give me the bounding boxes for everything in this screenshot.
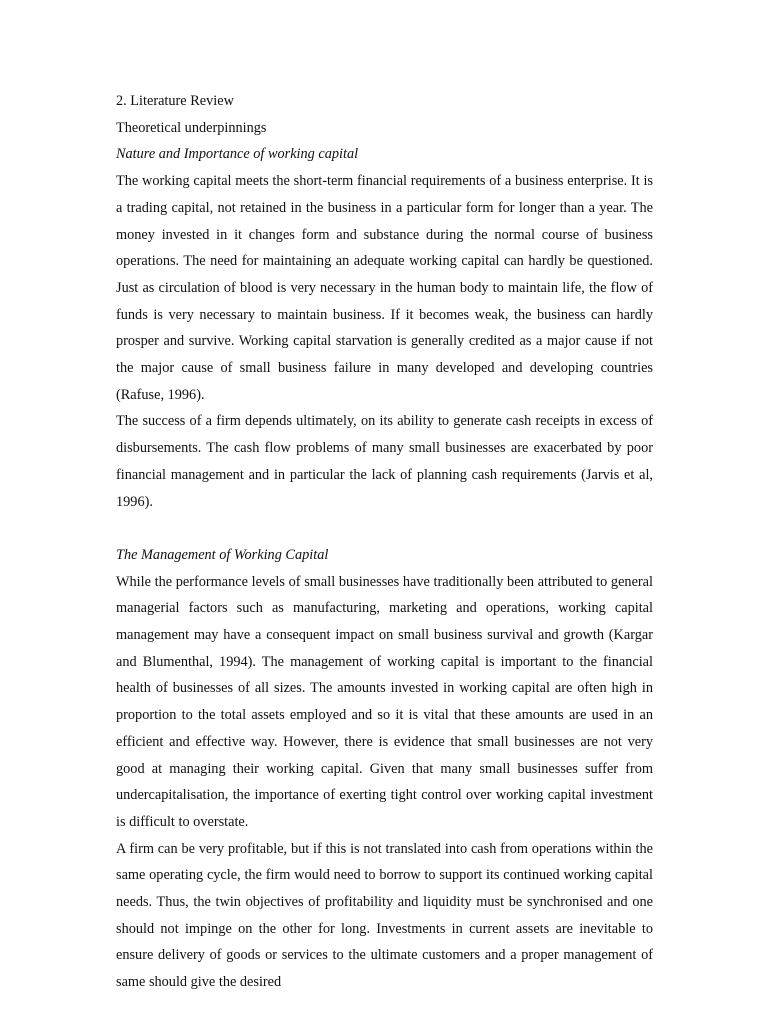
document-page <box>116 88 653 996</box>
topic2-paragraph-2: A firm can be very profitable, but if this is not translated into cash from operations within the same operating cycle, the firm would need to borrow to support its continued working capital needs. Thus, the twin objectives of profitability and liquidity must be synchronised and one should not impinge on the other for long. Investments in current assets are inevitable to ensure delivery of goods or services to the ultimate customers and a proper management of same should give the desired <box>116 840 653 991</box>
topic2-paragraph-1: While the performance levels of small businesses have traditionally been attributed to general managerial factors such as manufacturing, marketing and operations, working capital management may have a consequent impact on small business survival and growth (Kargar and Blumenthal, 1994). The management of working capital is important to the financial health of businesses of all sizes. The amounts invested in working capital are often high in proportion to the total assets employed and so it is vital that these amounts are used in an efficient and effective way. However, there is evidence that small businesses are not very good at managing their working capital. Given that many small businesses suffer from undercapitalisation, the importance of exerting tight control over working capital investment is difficult to overstate. <box>116 573 653 830</box>
topic1-paragraph-1: The working capital meets the short-term financial requirements of a business enterprise. It is a trading capital, not retained in the business in a particular form for longer than a year. The money invested in it changes form and substance during the normal course of business operations. The need for maintaining an adequate working capital can hardly be questioned. Just as circulation of blood is very necessary in the human body to maintain life, the flow of funds is very necessary to maintain business. If it becomes weak, the business can hardly prosper and survive. Working capital starvation is generally credited as a major cause if not the major cause of small business failure in many developed and developing countries (Rafuse, 1996). <box>116 173 653 403</box>
section-heading: 2. Literature Review <box>116 93 234 109</box>
section-spacer <box>116 515 653 542</box>
topic1-paragraph-2: The success of a firm depends ultimately, on its ability to generate cash receipts in excess of disbursements. The cash flow problems of many small businesses are exacerbated by poor financial management and in particular the lack of planning cash requirements (Jarvis et al, 1996). <box>116 413 653 510</box>
topic1-title: Nature and Importance of working capital <box>116 146 359 163</box>
subheading: Theoretical underpinnings <box>116 119 267 136</box>
topic2-title: The Management of Working Capital <box>116 546 329 563</box>
